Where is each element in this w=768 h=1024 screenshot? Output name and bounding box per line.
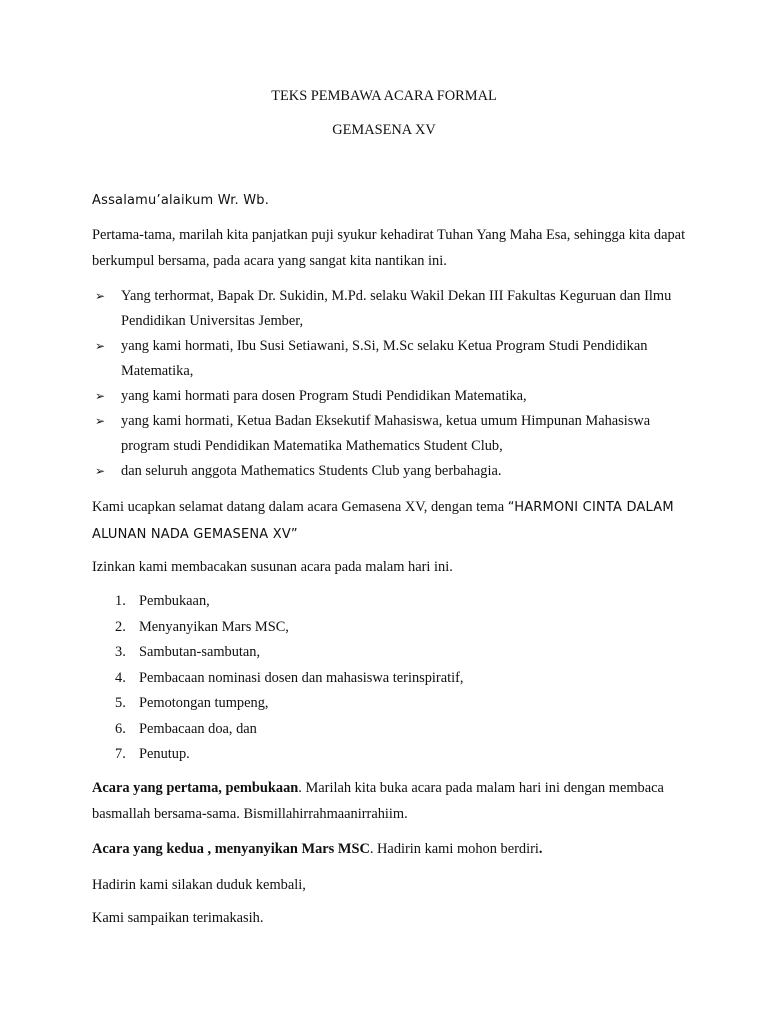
intro-paragraph: Pertama-tama, marilah kita panjatkan puji syukur kehadirat Tuhan Yang Maha Esa, sehingga kita dapat berkumpul bersama, pada acara yang sangat kita nantikan ini. [92, 227, 686, 269]
arrow-bullet-icon: ➢ [95, 414, 106, 428]
first-event-text: . Marilah kita buka acara pada malam hari ini dengan membaca basmallah bersama-sama. Bismillahirrahmaanirrahiim. [92, 780, 664, 822]
greeting-paragraph: Assalamu’alaikum Wr. Wb. [92, 193, 270, 208]
first-event-paragraph [92, 775, 692, 827]
honorific-text: Yang terhormat, Bapak Dr. Sukidin, M.Pd. selaku Wakil Dekan III Fakultas Keguruan dan Ilmu Pendidikan Universitas Jember, [121, 288, 672, 329]
honorific-text: dan seluruh anggota Mathematics Students Club yang berbahagia. [121, 463, 502, 479]
second-event-text: . Hadirin kami mohon berdiri [369, 841, 539, 857]
list-item [115, 589, 464, 615]
honorifics-list [92, 284, 692, 484]
agenda-number: 6. [115, 720, 126, 737]
second-event-heading: Acara yang kedua , menyanyikan Mars MSC [92, 841, 370, 857]
agenda-number: 1. [115, 593, 126, 609]
agenda-number: 7. [115, 746, 126, 762]
list-item [115, 640, 464, 666]
agenda-text: Penutup. [139, 746, 190, 762]
honorific-text: yang kami hormati, Ibu Susi Setiawani, S.Si, M.Sc selaku Ketua Program Studi Pendidikan Matematika, [121, 338, 648, 379]
agenda-text: Pembukaan, [139, 593, 210, 609]
agenda-text: Menyanyikan Mars MSC, [139, 618, 289, 635]
agenda-text: Pemotongan tumpeng, [139, 695, 269, 711]
welcome-theme: “HARMONI CINTA DALAM ALUNAN NADA GEMASENA XV” [92, 500, 674, 542]
list-item [92, 459, 692, 484]
agenda-number: 5. [115, 695, 126, 711]
welcome-text: Kami ucapkan selamat datang dalam acara Gemasena XV, dengan tema [92, 499, 508, 515]
agenda-intro-paragraph: Izinkan kami membacakan susunan acara pada malam hari ini. [92, 559, 453, 575]
agenda-text: Sambutan-sambutan, [139, 644, 261, 660]
document-subtitle: GEMASENA XV [332, 122, 436, 138]
second-event-paragraph [92, 836, 692, 862]
list-item [92, 409, 692, 459]
agenda-number: 4. [115, 669, 126, 686]
arrow-bullet-icon: ➢ [95, 339, 106, 353]
list-item [115, 666, 464, 692]
honorific-text: yang kami hormati, Ketua Badan Eksekutif Mahasiswa, ketua umum Himpunan Mahasiswa program studi Pendidikan Matematika Mathematics Student Club, [121, 413, 651, 454]
arrow-bullet-icon: ➢ [95, 289, 106, 303]
agenda-text: Pembacaan nominasi dosen dan mahasiswa terinspiratif, [139, 669, 464, 686]
list-item [115, 742, 464, 768]
second-event-end: . [538, 841, 543, 857]
agenda-number: 3. [115, 644, 126, 660]
agenda-list [115, 589, 464, 768]
list-item [115, 691, 464, 717]
list-item [115, 615, 464, 641]
arrow-bullet-icon: ➢ [95, 389, 106, 403]
document-title: TEKS PEMBAWA ACARA FORMAL [271, 88, 497, 104]
agenda-text: Pembacaan doa, dan [139, 720, 257, 737]
sit-paragraph: Hadirin kami silakan duduk kembali, [92, 877, 306, 893]
agenda-number: 2. [115, 618, 126, 635]
honorific-text: yang kami hormati para dosen Program Studi Pendidikan Matematika, [121, 388, 527, 404]
list-item [92, 334, 692, 384]
first-event-heading: Acara yang pertama, pembukaan [92, 780, 299, 796]
arrow-bullet-icon: ➢ [95, 464, 106, 478]
list-item [92, 384, 692, 409]
list-item [115, 717, 464, 743]
list-item [92, 284, 692, 334]
thanks-paragraph: Kami sampaikan terimakasih. [92, 910, 264, 926]
welcome-paragraph [92, 494, 692, 548]
